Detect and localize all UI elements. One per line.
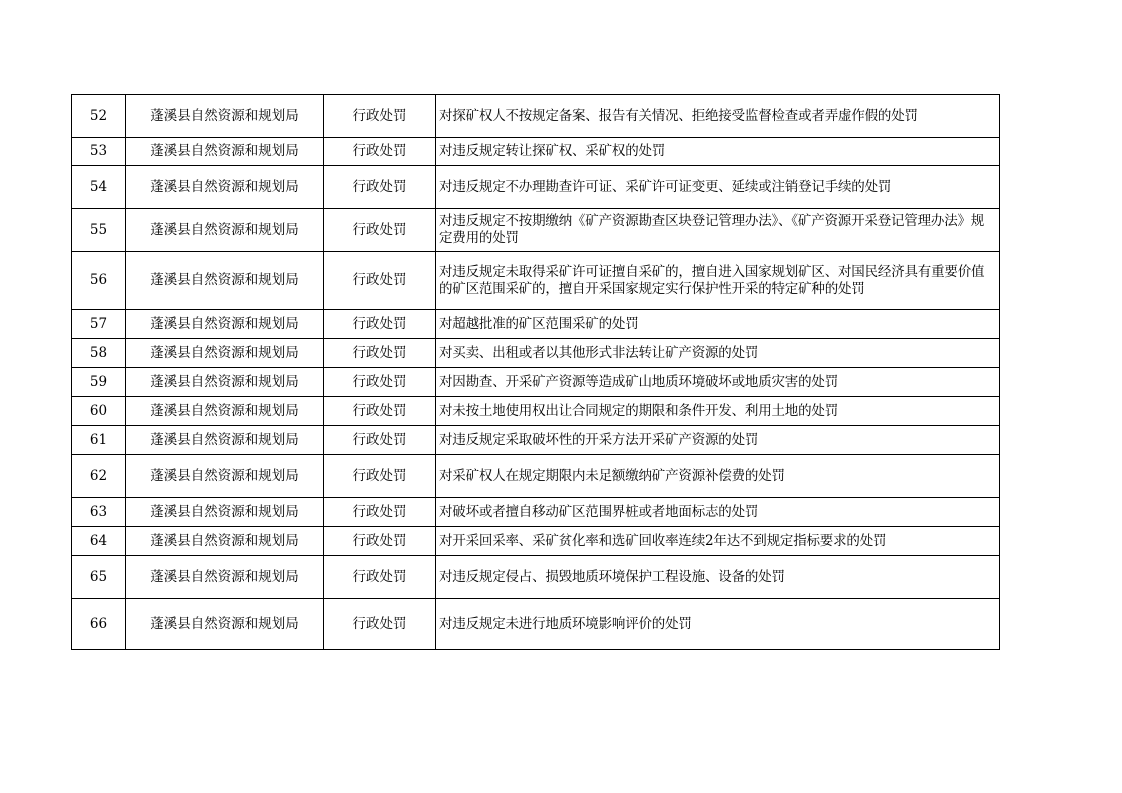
item-description-cell: 对违反规定不按期缴纳《矿产资源勘查区块登记管理办法》、《矿产资源开采登记管理办法》规定费用的处罚: [436, 209, 1000, 252]
table-row: [72, 310, 1000, 339]
item-description-cell: 对违反规定采取破坏性的开采方法开采矿产资源的处罚: [436, 426, 1000, 455]
penalty-items-table: [71, 94, 1000, 650]
action-type-cell: 行政处罚: [324, 138, 436, 166]
action-type-cell: 行政处罚: [324, 498, 436, 527]
action-type-cell: 行政处罚: [324, 397, 436, 426]
row-number-cell: 56: [72, 252, 126, 310]
row-number-cell: 66: [72, 599, 126, 650]
item-description-cell: 对违反规定未取得采矿许可证擅自采矿的，擅自进入国家规划矿区、对国民经济具有重要价值的矿区范围采矿的，擅自开采国家规定实行保护性开采的特定矿种的处罚: [436, 252, 1000, 310]
department-cell: 蓬溪县自然资源和规划局: [126, 397, 324, 426]
table-row: [72, 138, 1000, 166]
item-description-cell: 对开采回采率、采矿贫化率和选矿回收率连续2年达不到规定指标要求的处罚: [436, 527, 1000, 556]
department-cell: 蓬溪县自然资源和规划局: [126, 599, 324, 650]
department-cell: 蓬溪县自然资源和规划局: [126, 498, 324, 527]
row-number-cell: 53: [72, 138, 126, 166]
department-cell: 蓬溪县自然资源和规划局: [126, 426, 324, 455]
department-cell: 蓬溪县自然资源和规划局: [126, 455, 324, 498]
row-number-cell: 63: [72, 498, 126, 527]
action-type-cell: 行政处罚: [324, 599, 436, 650]
action-type-cell: 行政处罚: [324, 368, 436, 397]
item-description-cell: 对违反规定侵占、损毁地质环境保护工程设施、设备的处罚: [436, 556, 1000, 599]
row-number-cell: 54: [72, 166, 126, 209]
item-description-cell: 对因勘查、开采矿产资源等造成矿山地质环境破坏或地质灾害的处罚: [436, 368, 1000, 397]
action-type-cell: 行政处罚: [324, 556, 436, 599]
table-row: [72, 339, 1000, 368]
action-type-cell: 行政处罚: [324, 95, 436, 138]
action-type-cell: 行政处罚: [324, 166, 436, 209]
action-type-cell: 行政处罚: [324, 310, 436, 339]
row-number-cell: 58: [72, 339, 126, 368]
table-row: [72, 252, 1000, 310]
table-row: [72, 527, 1000, 556]
item-description-cell: 对违反规定未进行地质环境影响评价的处罚: [436, 599, 1000, 650]
table-row: [72, 426, 1000, 455]
table-row: [72, 209, 1000, 252]
department-cell: 蓬溪县自然资源和规划局: [126, 252, 324, 310]
row-number-cell: 64: [72, 527, 126, 556]
table-row: [72, 397, 1000, 426]
row-number-cell: 62: [72, 455, 126, 498]
item-description-cell: 对破坏或者擅自移动矿区范围界桩或者地面标志的处罚: [436, 498, 1000, 527]
department-cell: 蓬溪县自然资源和规划局: [126, 166, 324, 209]
item-description-cell: 对采矿权人在规定期限内未足额缴纳矿产资源补偿费的处罚: [436, 455, 1000, 498]
table-row: [72, 498, 1000, 527]
item-description-cell: 对违反规定转让探矿权、采矿权的处罚: [436, 138, 1000, 166]
action-type-cell: 行政处罚: [324, 252, 436, 310]
row-number-cell: 55: [72, 209, 126, 252]
table-row: [72, 95, 1000, 138]
table-row: [72, 368, 1000, 397]
department-cell: 蓬溪县自然资源和规划局: [126, 339, 324, 368]
item-description-cell: 对未按土地使用权出让合同规定的期限和条件开发、利用土地的处罚: [436, 397, 1000, 426]
department-cell: 蓬溪县自然资源和规划局: [126, 368, 324, 397]
action-type-cell: 行政处罚: [324, 209, 436, 252]
row-number-cell: 59: [72, 368, 126, 397]
item-description-cell: 对探矿权人不按规定备案、报告有关情况、拒绝接受监督检查或者弄虚作假的处罚: [436, 95, 1000, 138]
table-row: [72, 166, 1000, 209]
row-number-cell: 65: [72, 556, 126, 599]
table-row: [72, 455, 1000, 498]
item-description-cell: 对违反规定不办理勘查许可证、采矿许可证变更、延续或注销登记手续的处罚: [436, 166, 1000, 209]
action-type-cell: 行政处罚: [324, 455, 436, 498]
action-type-cell: 行政处罚: [324, 339, 436, 368]
action-type-cell: 行政处罚: [324, 426, 436, 455]
department-cell: 蓬溪县自然资源和规划局: [126, 95, 324, 138]
department-cell: 蓬溪县自然资源和规划局: [126, 209, 324, 252]
table-row: [72, 556, 1000, 599]
item-description-cell: 对买卖、出租或者以其他形式非法转让矿产资源的处罚: [436, 339, 1000, 368]
department-cell: 蓬溪县自然资源和规划局: [126, 527, 324, 556]
department-cell: 蓬溪县自然资源和规划局: [126, 138, 324, 166]
row-number-cell: 52: [72, 95, 126, 138]
row-number-cell: 60: [72, 397, 126, 426]
row-number-cell: 61: [72, 426, 126, 455]
item-description-cell: 对超越批准的矿区范围采矿的处罚: [436, 310, 1000, 339]
department-cell: 蓬溪县自然资源和规划局: [126, 556, 324, 599]
action-type-cell: 行政处罚: [324, 527, 436, 556]
row-number-cell: 57: [72, 310, 126, 339]
table-row: [72, 599, 1000, 650]
department-cell: 蓬溪县自然资源和规划局: [126, 310, 324, 339]
